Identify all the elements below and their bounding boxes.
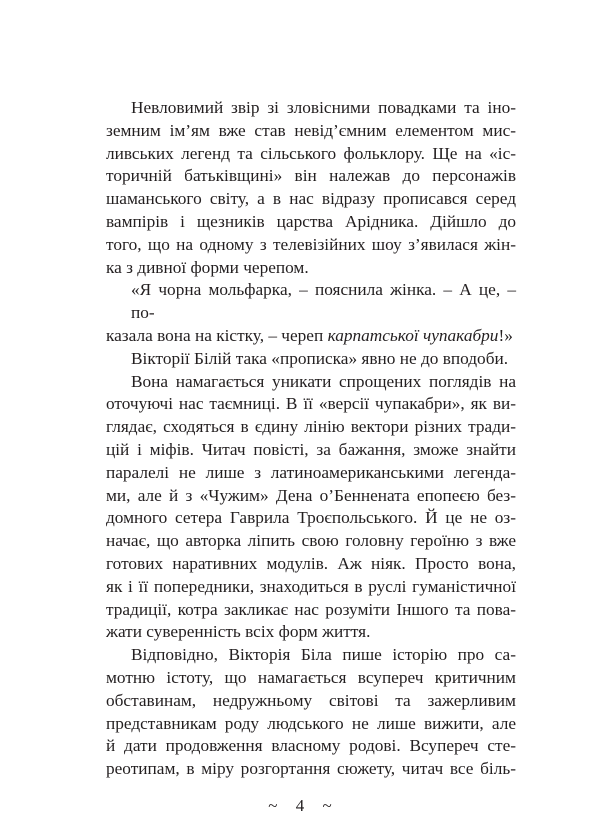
text-segment: ливських легенд та сільського фольклору. Ще на «іс- [106, 143, 516, 163]
paragraph [106, 97, 516, 279]
text-line [106, 188, 516, 211]
text-segment: Вікторії Білій така «прописка» явно не до вподоби. [131, 348, 509, 368]
text-line [106, 257, 516, 280]
text-line [106, 735, 516, 758]
page-number: ~ 4 ~ [268, 795, 332, 815]
text-segment: паралелі не лише з латиноамериканськими легенда- [106, 462, 516, 482]
text-line [106, 279, 516, 325]
text-segment: Відповідно, Вікторія Біла пише історію про са- [131, 645, 516, 665]
text-line [106, 530, 516, 553]
text-line [106, 576, 516, 599]
text-segment: оточуючі нас таємниці. В її «версії чупакабри», як ви- [106, 394, 516, 414]
italic-text: карпатської чупакабри [327, 325, 499, 345]
text-line [106, 211, 516, 234]
text-line [106, 393, 516, 416]
text-segment: й дати продовження власному родові. Всупереч сте- [106, 736, 516, 756]
text-line [106, 507, 516, 530]
text-segment: казала вона на кістку, – череп [106, 325, 328, 345]
text-segment: торичній батьківщині» він належав до персонажів [106, 166, 516, 186]
text-segment: представникам роду людського не лише вижити, але [106, 713, 516, 733]
text-segment: реотипам, в міру розгортання сюжету, читач все біль- [106, 759, 516, 779]
text-segment: жати суверенність всіх форм життя. [106, 622, 371, 642]
paragraph [106, 279, 516, 347]
text-line [106, 667, 516, 690]
text-segment: !» [498, 325, 513, 345]
text-segment: готових наративних модулів. Аж ніяк. Просто вона, [106, 553, 516, 573]
paragraph [106, 644, 516, 781]
text-line [106, 758, 516, 781]
text-line [106, 485, 516, 508]
text-segment: Вона намагається уникати спрощених поглядів на [131, 371, 516, 391]
text-line [106, 120, 516, 143]
text-segment: начає, що авторка ліпить свою головну героїню з вже [106, 531, 516, 551]
text-line [106, 371, 516, 394]
text-segment: земним ім’ям вже став невід’ємним елементом мис- [106, 120, 516, 140]
text-segment: того, що на одному з телевізійних шоу з’явилася жін- [106, 234, 516, 254]
body-text [106, 97, 516, 781]
text-segment: шаманського світу, а в нас відразу прописався серед [106, 189, 516, 209]
text-segment: «Я чорна мольфарка, – пояснила жінка. – А це, – по- [131, 280, 516, 323]
text-line [106, 690, 516, 713]
text-line [106, 462, 516, 485]
text-segment: традиції, котра закликає нас розуміти Іншого та пова- [106, 599, 516, 619]
text-line [106, 97, 516, 120]
text-segment: обставинам, недружньому світові та зажерливим [106, 690, 516, 710]
text-line [106, 621, 516, 644]
text-segment: як і її попередники, знаходиться в руслі гуманістичної [106, 576, 516, 596]
text-line [106, 416, 516, 439]
text-segment: Невловимий звір зі зловісними повадками та іно- [131, 98, 516, 117]
text-line [106, 553, 516, 576]
text-line [106, 165, 516, 188]
text-segment: вампірів і щезників царства Арідника. Дійшло до [106, 211, 516, 231]
text-segment: мотню істоту, що намагається всупереч критичним [106, 667, 516, 687]
text-segment: ка з дивної форми черепом. [106, 257, 309, 277]
text-segment: цій і міфів. Читач повісті, за бажання, зможе знайти [106, 439, 516, 459]
text-line [106, 143, 516, 166]
text-line [106, 644, 516, 667]
text-line [106, 599, 516, 622]
text-line [106, 325, 516, 348]
text-segment: ми, але й з «Чужим» Дена о’Беннената епопеєю без- [106, 485, 516, 505]
text-line [106, 234, 516, 257]
text-line [106, 713, 516, 736]
text-line [106, 439, 516, 462]
text-line [106, 348, 516, 371]
paragraph [106, 371, 516, 645]
text-segment: домного сетера Гаврила Троєпольського. Й це не оз- [106, 508, 516, 528]
paragraph [106, 348, 516, 371]
text-segment: глядає, сходяться в єдину лінію вектори різних тради- [106, 417, 516, 437]
